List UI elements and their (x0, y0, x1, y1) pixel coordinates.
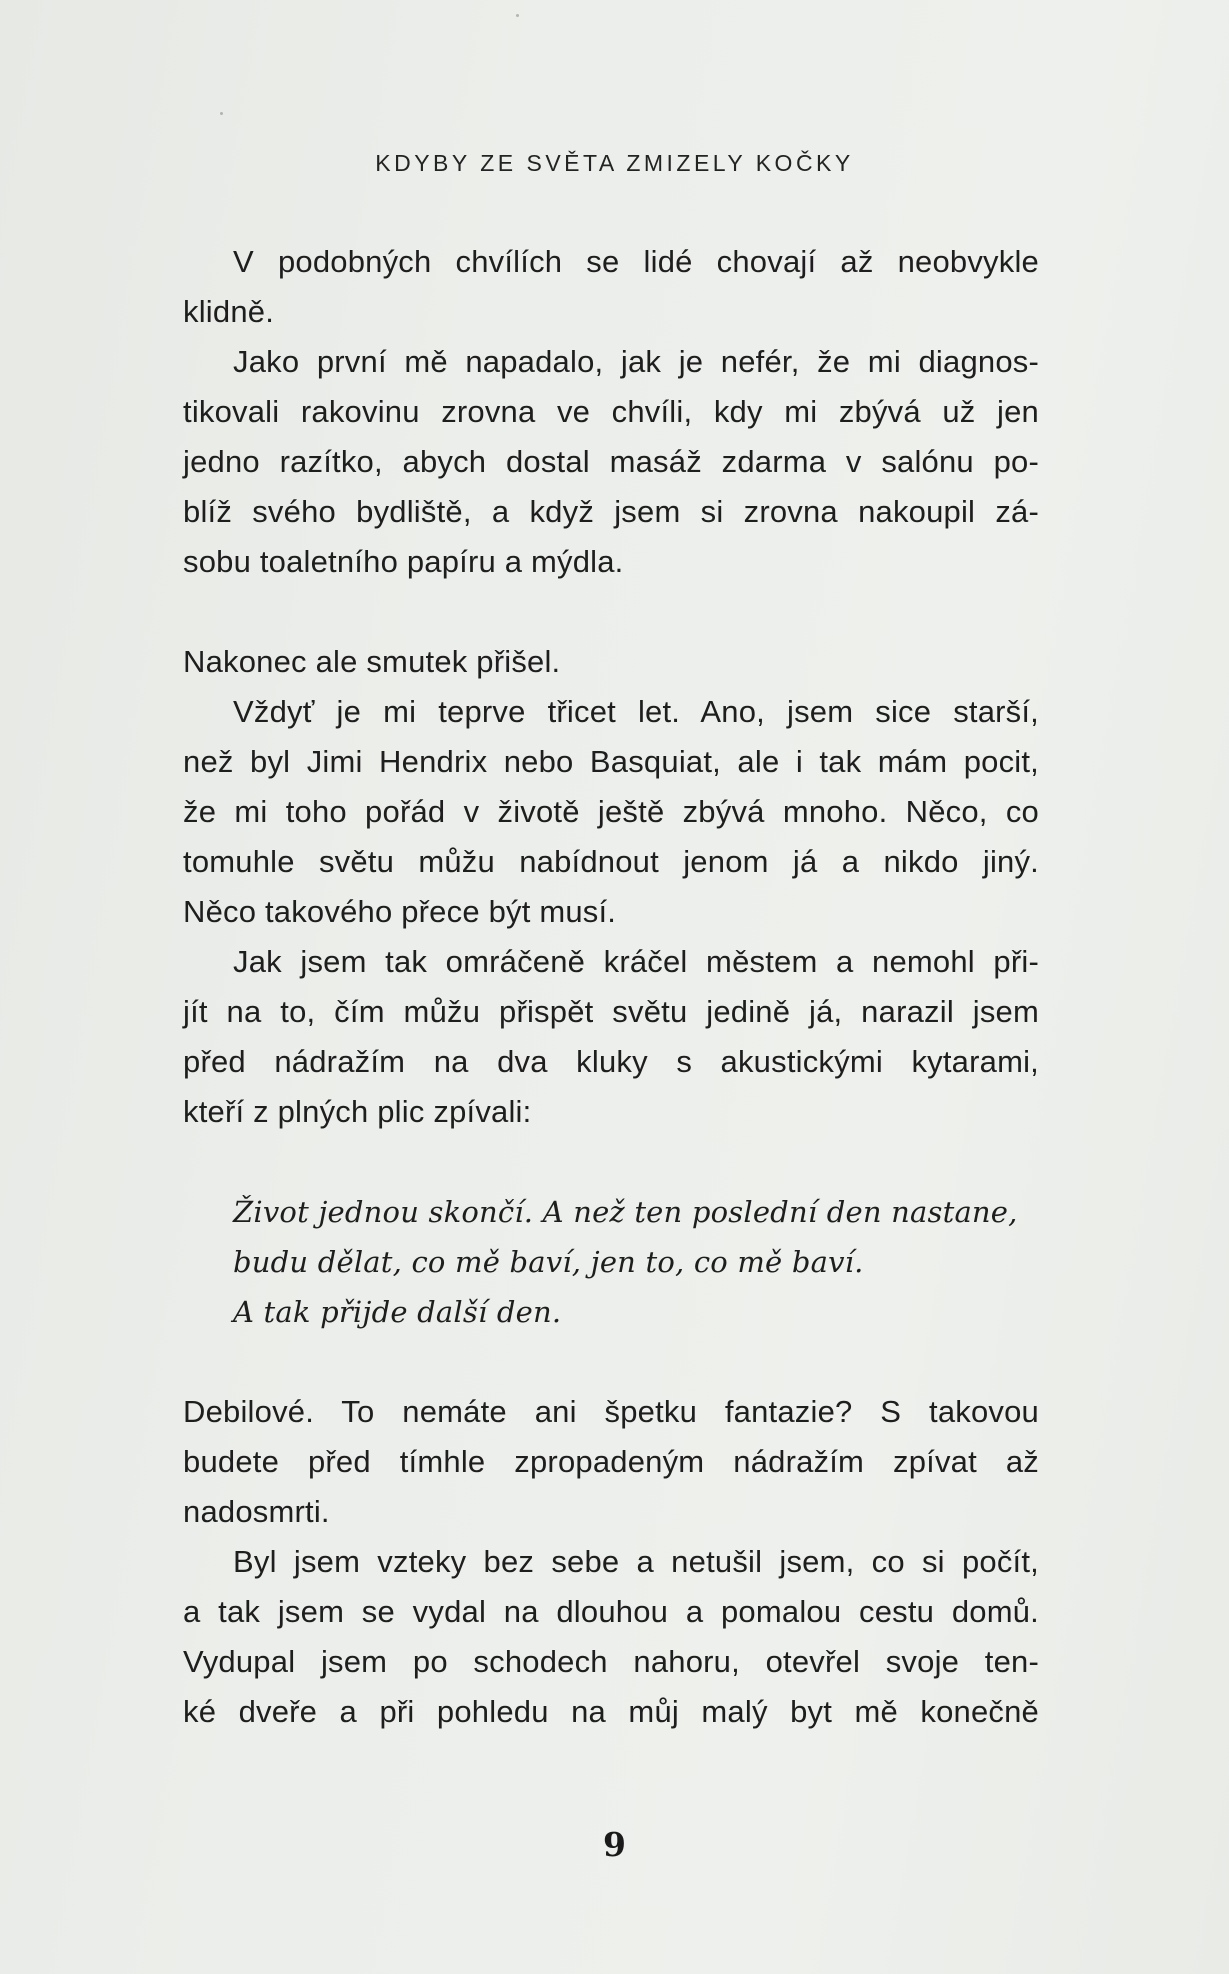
text-line: že mi toho pořád v životě ještě zbývá mnoho. Něco, co (183, 794, 1039, 829)
section-break (183, 1137, 1039, 1187)
text-line: a tak jsem se vydal na dlouhou a pomalou cestu domů. (183, 1594, 1039, 1629)
running-head: KDYBY ZE SVĚTA ZMIZELY KOČKY (375, 150, 854, 176)
text-line: ké dveře a při pohledu na můj malý byt mě konečně (183, 1694, 1039, 1729)
lyric-line: A tak přijde další den. (233, 1295, 562, 1329)
section-break (183, 587, 1039, 637)
text-line: klidně. (183, 294, 275, 329)
text-line: před nádražím na dva kluky s akustickými kytarami, (183, 1044, 1039, 1079)
text-line: Vždyť je mi teprve třicet let. Ano, jsem sice starší, (233, 694, 1039, 729)
text-line: kteří z plných plic zpívali: (183, 1094, 532, 1129)
paper-speck (516, 14, 519, 17)
text-line: Debilové. To nemáte ani špetku fantazie? S takovou (183, 1394, 1039, 1429)
page-number: 9 (603, 1825, 626, 1864)
text-line: jít na to, čím můžu přispět světu jedině já, narazil jsem (183, 994, 1039, 1029)
text-line: tikovali rakovinu zrovna ve chvíli, kdy mi zbývá už jen (183, 394, 1039, 429)
paper-speck (220, 112, 223, 115)
text-line: budete před tímhle zpropadeným nádražím zpívat až (183, 1444, 1039, 1479)
text-line: nadosmrti. (183, 1494, 330, 1529)
text-line: sobu toaletního papíru a mýdla. (183, 544, 624, 579)
text-line: Jako první mě napadalo, jak je nefér, že mi diagnos- (233, 344, 1039, 379)
section-break (183, 1337, 1039, 1387)
text-line: než byl Jimi Hendrix nebo Basquiat, ale i tak mám pocit, (183, 744, 1039, 779)
text-line: Nakonec ale smutek přišel. (183, 644, 561, 679)
text-line: blíž svého bydliště, a když jsem si zrovna nakoupil zá- (183, 494, 1039, 529)
lyric-line: Život jednou skončí. A než ten poslední den nastane, (233, 1195, 1018, 1229)
text-line: tomuhle světu můžu nabídnout jenom já a nikdo jiný. (183, 844, 1039, 879)
text-line: Byl jsem vzteky bez sebe a netušil jsem, co si počít, (233, 1544, 1039, 1579)
text-line: Vydupal jsem po schodech nahoru, otevřel svoje ten- (183, 1644, 1039, 1679)
body-text (183, 237, 1039, 1737)
lyric-line: budu dělat, co mě baví, jen to, co mě baví. (233, 1245, 864, 1279)
text-line: Něco takového přece být musí. (183, 894, 617, 929)
text-line: jedno razítko, abych dostal masáž zdarma v salónu po- (183, 444, 1039, 479)
text-line: Jak jsem tak omráčeně kráčel městem a nemohl při- (233, 944, 1039, 979)
text-line: V podobných chvílích se lidé chovají až neobvykle (233, 244, 1039, 279)
